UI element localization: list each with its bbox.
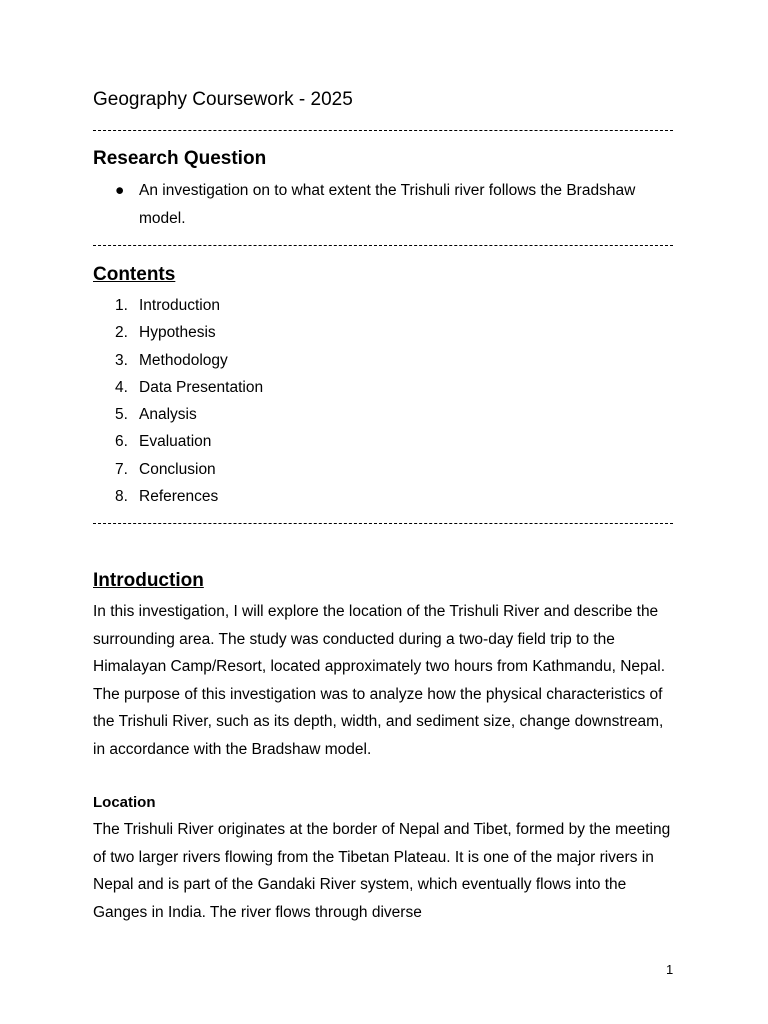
toc-item-methodology: 3. Methodology [115, 351, 228, 369]
research-question-heading: Research Question [93, 148, 267, 169]
toc-item-conclusion: 7. Conclusion [115, 460, 216, 478]
toc-item-hypothesis: 2. Hypothesis [115, 324, 216, 342]
toc-item-analysis: 5. Analysis [115, 406, 197, 424]
location-heading: Location [93, 794, 156, 811]
toc-item-evaluation: 6. Evaluation [115, 433, 212, 451]
research-question-bullet [115, 177, 655, 232]
divider-line [93, 245, 673, 247]
document-title: Geography Coursework - 2025 [93, 89, 353, 110]
bullet-icon: ● [115, 182, 125, 199]
introduction-paragraph: In this investigation, I will explore the location of the Trishuli River and describe the surrounding area. The study was conducted during a two-day field trip to the Himalayan Camp/Resort, located approximately two hours from Kathmandu, Nepal. The purpose of this investigation was to analyze how the physical characteristics of the Trishuli River, such as its depth, width, and sediment size, change downstream, in accordance with the Bradshaw model. [93, 603, 666, 758]
toc-item-introduction: 1. Introduction [115, 297, 220, 314]
table-of-contents [115, 292, 263, 510]
page-number: 1 [666, 962, 674, 977]
toc-item-references: 8. References [115, 488, 219, 506]
location-paragraph: The Trishuli River originates at the border of Nepal and Tibet, formed by the meeting of two larger rivers flowing from the Tibetan Plateau. It is one of the major rivers in Nepal and is part of the Gandaki River system, which eventually flows into the Ganges in India. The river flows through diverse [93, 821, 671, 921]
introduction-heading: Introduction [93, 570, 204, 591]
toc-item-data-presentation: 4. Data Presentation [115, 378, 264, 396]
divider-line [93, 130, 673, 132]
contents-heading: Contents [93, 264, 176, 285]
research-question-text: An investigation on to what extent the Trishuli river follows the Bradshaw model. [139, 182, 636, 227]
divider-line [93, 523, 673, 525]
